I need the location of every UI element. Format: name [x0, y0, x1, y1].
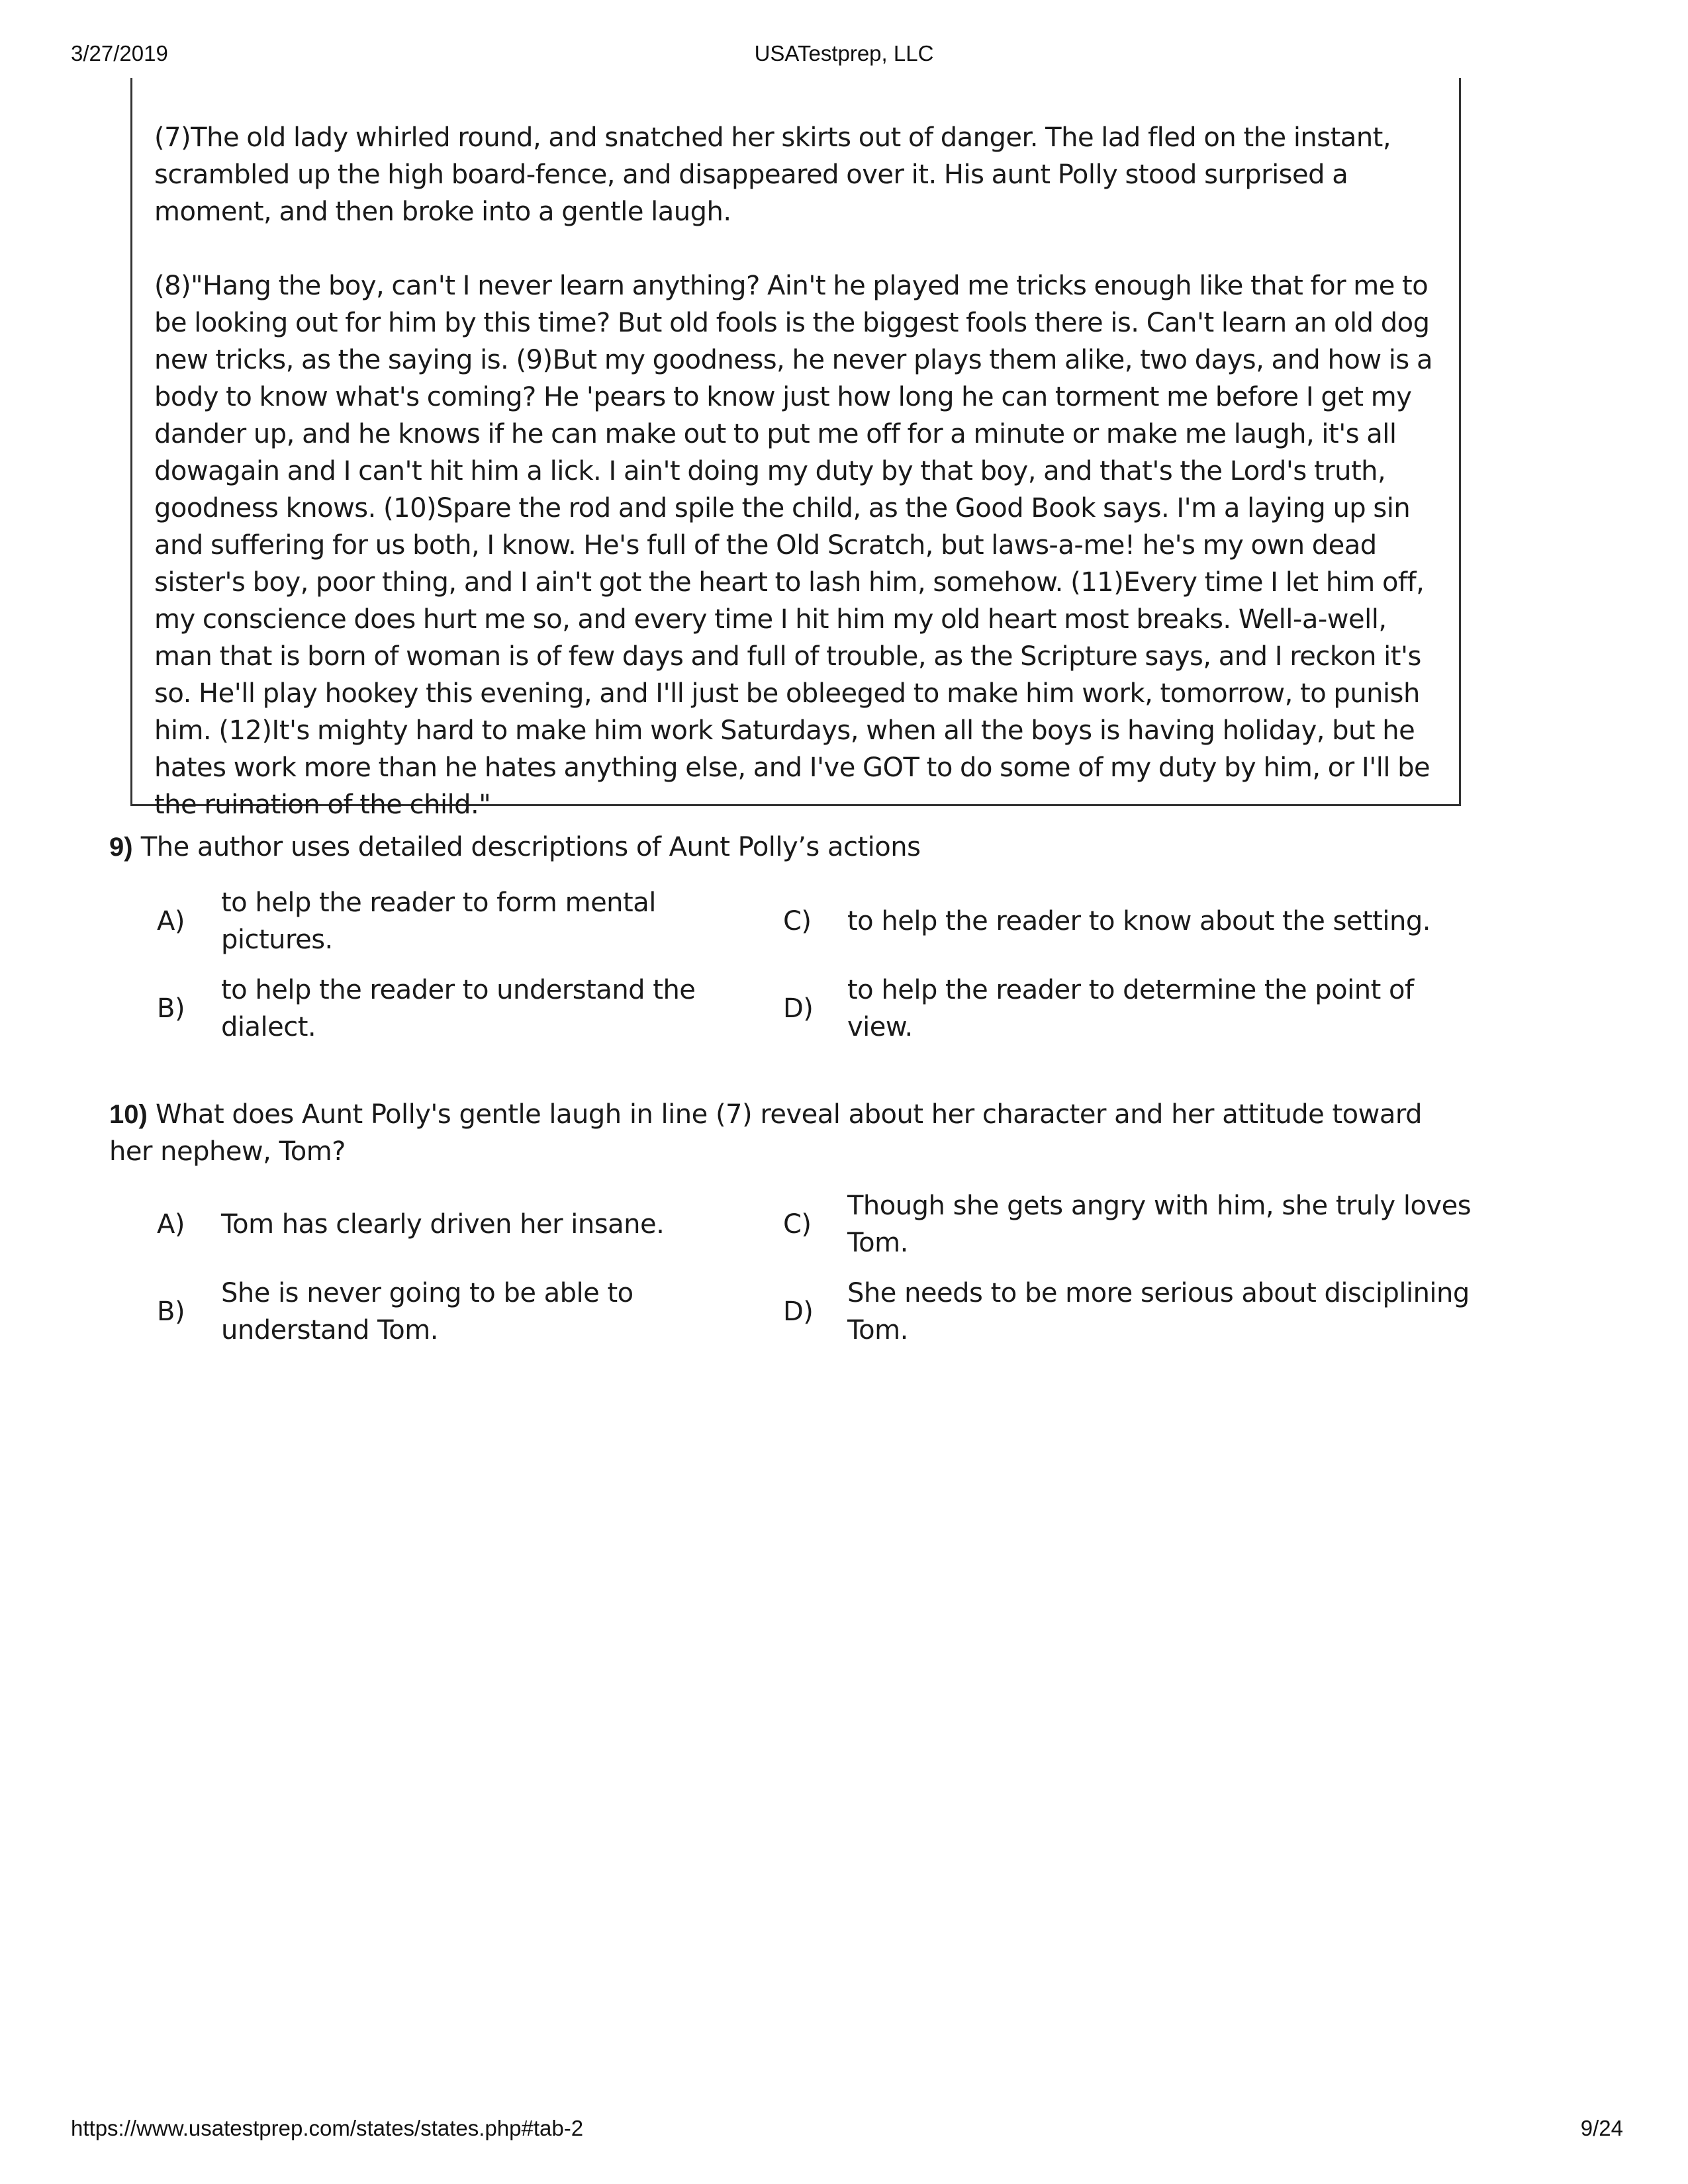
choice-text: to help the reader to know about the setting.: [847, 906, 1430, 936]
choice-text: to help the reader to understand the dialect.: [221, 975, 696, 1042]
question-9-choice-a[interactable]: [157, 884, 737, 958]
question-10-choice-b[interactable]: [157, 1275, 737, 1349]
question-10-choice-a[interactable]: [157, 1206, 737, 1243]
question-9-stem: [109, 829, 1473, 866]
choice-letter: B): [157, 1297, 185, 1327]
choice-text: She is never going to be able to understand Tom.: [221, 1278, 633, 1345]
question-9-choice-c[interactable]: [783, 903, 1476, 940]
question-10-number: 10): [109, 1100, 148, 1129]
choice-text: She needs to be more serious about disciplining Tom.: [847, 1278, 1470, 1345]
question-10-stem: [109, 1096, 1473, 1170]
passage-paragraph-8: (8)"Hang the boy, can't I never learn anything? Ain't he played me tricks enough like that for me to be looking out for him by this time? But old fools is the biggest fools there is. Can't learn an old dog new tricks, as the saying is. (9)But my goodness, he never plays them alike, two days, and how is a body to know what's coming? He 'pears to know just how long he can torment me before I get my dander up, and he knows if he can make out to put me off for a minute or make me laugh, it's all dowagain and I can't hit him a lick. I ain't doing my duty by that boy, and that's the Lord's truth, goodness knows. (10)Spare the rod and spile the child, as the Good Book says. I'm a laying up sin and suffering for us both, I know. He's full of the Old Scratch, but laws-a-me! he's my own dead sister's boy, poor thing, and I ain't got the heart to lash him, somehow. (11)Every time I let him off, my conscience does hurt me so, and every time I hit him my old heart most breaks. Well-a-well, man that is born of woman is of few days and full of trouble, as the Scripture says, and I reckon it's so. He'll play hookey this evening, and I'll just be obleeged to make him work, tomorrow, to punish him. (12)It's mighty hard to make him work Saturdays, when all the boys is having holiday, but he hates work more than he hates anything else, and I've GOT to do some of my duty by him, or I'll be the ruination of the child.": [154, 271, 1432, 820]
question-9-choice-d[interactable]: [783, 972, 1476, 1046]
choice-letter: A): [157, 1209, 185, 1240]
choice-letter: D): [783, 993, 814, 1024]
question-9-choice-b[interactable]: [157, 972, 737, 1046]
choice-letter: A): [157, 906, 185, 936]
page-title: USATestprep, LLC: [754, 41, 934, 66]
choice-text: Though she gets angry with him, she truly loves Tom.: [847, 1191, 1472, 1258]
footer-url: https://www.usatestprep.com/states/states.php#tab-2: [71, 2116, 584, 2140]
question-10-choice-d[interactable]: [783, 1275, 1476, 1349]
passage-paragraph-7: (7)The old lady whirled round, and snatched her skirts out of danger. The lad fled on the instant, scrambled up the high board-fence, and disappeared over it. His aunt Polly stood surprised a moment, and then broke into a gentle laugh.: [154, 122, 1391, 227]
question-9-number: 9): [109, 833, 133, 862]
choice-letter: C): [783, 906, 812, 936]
question-9-text: The author uses detailed descriptions of Aunt Polly’s actions: [140, 832, 921, 862]
choice-text: Tom has clearly driven her insane.: [221, 1209, 665, 1240]
page-number: 9/24: [1580, 2116, 1623, 2140]
question-10-choice-c[interactable]: [783, 1187, 1476, 1261]
print-date: 3/27/2019: [71, 41, 168, 66]
choice-text: to help the reader to form mental pictures.: [221, 887, 656, 955]
choice-letter: B): [157, 993, 185, 1024]
question-10-text: What does Aunt Polly's gentle laugh in line (7) reveal about her character and her attitude toward her nephew, Tom?: [109, 1099, 1422, 1167]
choice-letter: C): [783, 1209, 812, 1240]
choice-text: to help the reader to determine the point of view.: [847, 975, 1414, 1042]
choice-letter: D): [783, 1297, 814, 1327]
